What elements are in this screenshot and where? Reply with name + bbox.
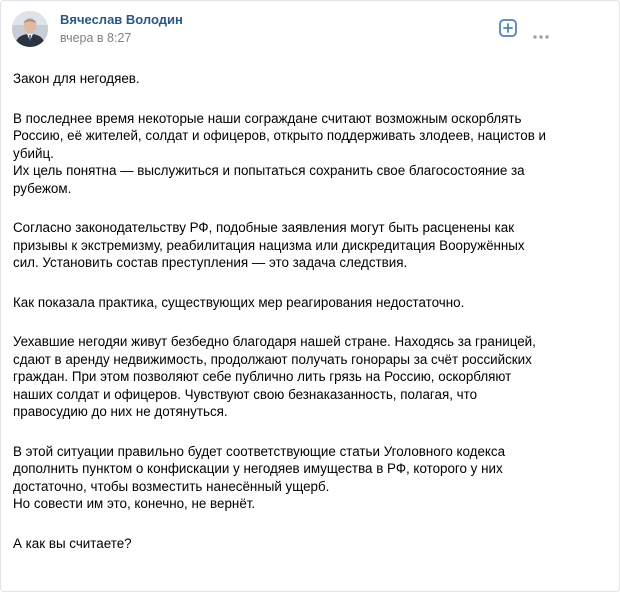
post-text-line: Закон для негодяев.	[13, 71, 140, 86]
plus-square-icon	[499, 19, 517, 37]
post-text-line: Согласно законодательству РФ, подобные заявления могут быть расценены как	[13, 220, 515, 235]
post-paragraph	[13, 70, 603, 88]
post-text-line: Но совести им это, конечно, не вернёт.	[13, 496, 256, 511]
post-text-line: сдают в аренду недвижимость, продолжают получать гонорары за счёт российских	[13, 351, 532, 367]
paragraph-gap	[13, 88, 603, 110]
more-horizontal-icon	[533, 35, 549, 39]
post-text-line: достаточно, чтобы возместить нанесённый ущерб.	[13, 478, 330, 494]
post-text-line: наших солдат и офицеров. Чувствуют свою безнаказанность, полагая, что	[13, 386, 478, 402]
avatar-photo	[12, 11, 48, 47]
paragraph-gap	[13, 513, 603, 535]
post-text-line: рубежом.	[13, 180, 72, 196]
post-text-line: граждан. При этом позволяют себе публично лить грязь на Россию, оскорбляют	[13, 369, 512, 384]
paragraph-gap	[13, 272, 603, 294]
paragraph-gap	[13, 197, 603, 219]
post-paragraph	[13, 443, 603, 513]
post-text-line: убийц.	[13, 145, 54, 161]
paragraph-gap	[13, 311, 603, 333]
post-text-line: В последнее время некоторые наши сограждане считают возможным оскорблять	[13, 110, 522, 126]
more-actions-button[interactable]	[533, 26, 549, 30]
post-text-line: Их цель понятна — выслужиться и попытаться сохранить свое благосостояние за	[13, 163, 525, 178]
post-paragraph	[13, 110, 603, 198]
post-text	[13, 70, 603, 552]
add-button[interactable]	[499, 19, 517, 37]
post-paragraph	[13, 294, 603, 312]
post-text-line: сил. Установить состав преступления — это задача следствия.	[13, 255, 408, 270]
post-paragraph	[13, 219, 603, 272]
post-text-line: А как вы считаете?	[13, 535, 132, 551]
paragraph-gap	[13, 421, 603, 443]
post-text-line: Как показала практика, существующих мер реагирования недостаточно.	[13, 294, 465, 310]
post-paragraph	[13, 333, 603, 421]
post-text-line: призывы к экстремизму, реабилитация нацизма или дискредитация Вооружённых	[13, 237, 525, 253]
avatar[interactable]	[12, 11, 48, 47]
post-text-line: Уехавшие негодяи живут безбедно благодаря нашей стране. Находясь за границей,	[13, 334, 536, 349]
post-paragraph	[13, 535, 603, 553]
post-text-line: правосудию до них не дотянуться.	[13, 404, 228, 419]
post-text-line: дополнить пунктом о конфискации у негодяев имущества в РФ, которого у них	[13, 461, 503, 476]
post-text-line: В этой ситуации правильно будет соответствующие статьи Уголовного кодекса	[13, 443, 506, 459]
post-author-name[interactable]: Вячеслав Володин	[60, 12, 183, 27]
post-text-line: Россию, её жителей, солдат и офицеров, открыто поддерживать злодеев, нацистов и	[13, 128, 547, 143]
post-timestamp[interactable]: вчера в 8:27	[60, 31, 132, 45]
